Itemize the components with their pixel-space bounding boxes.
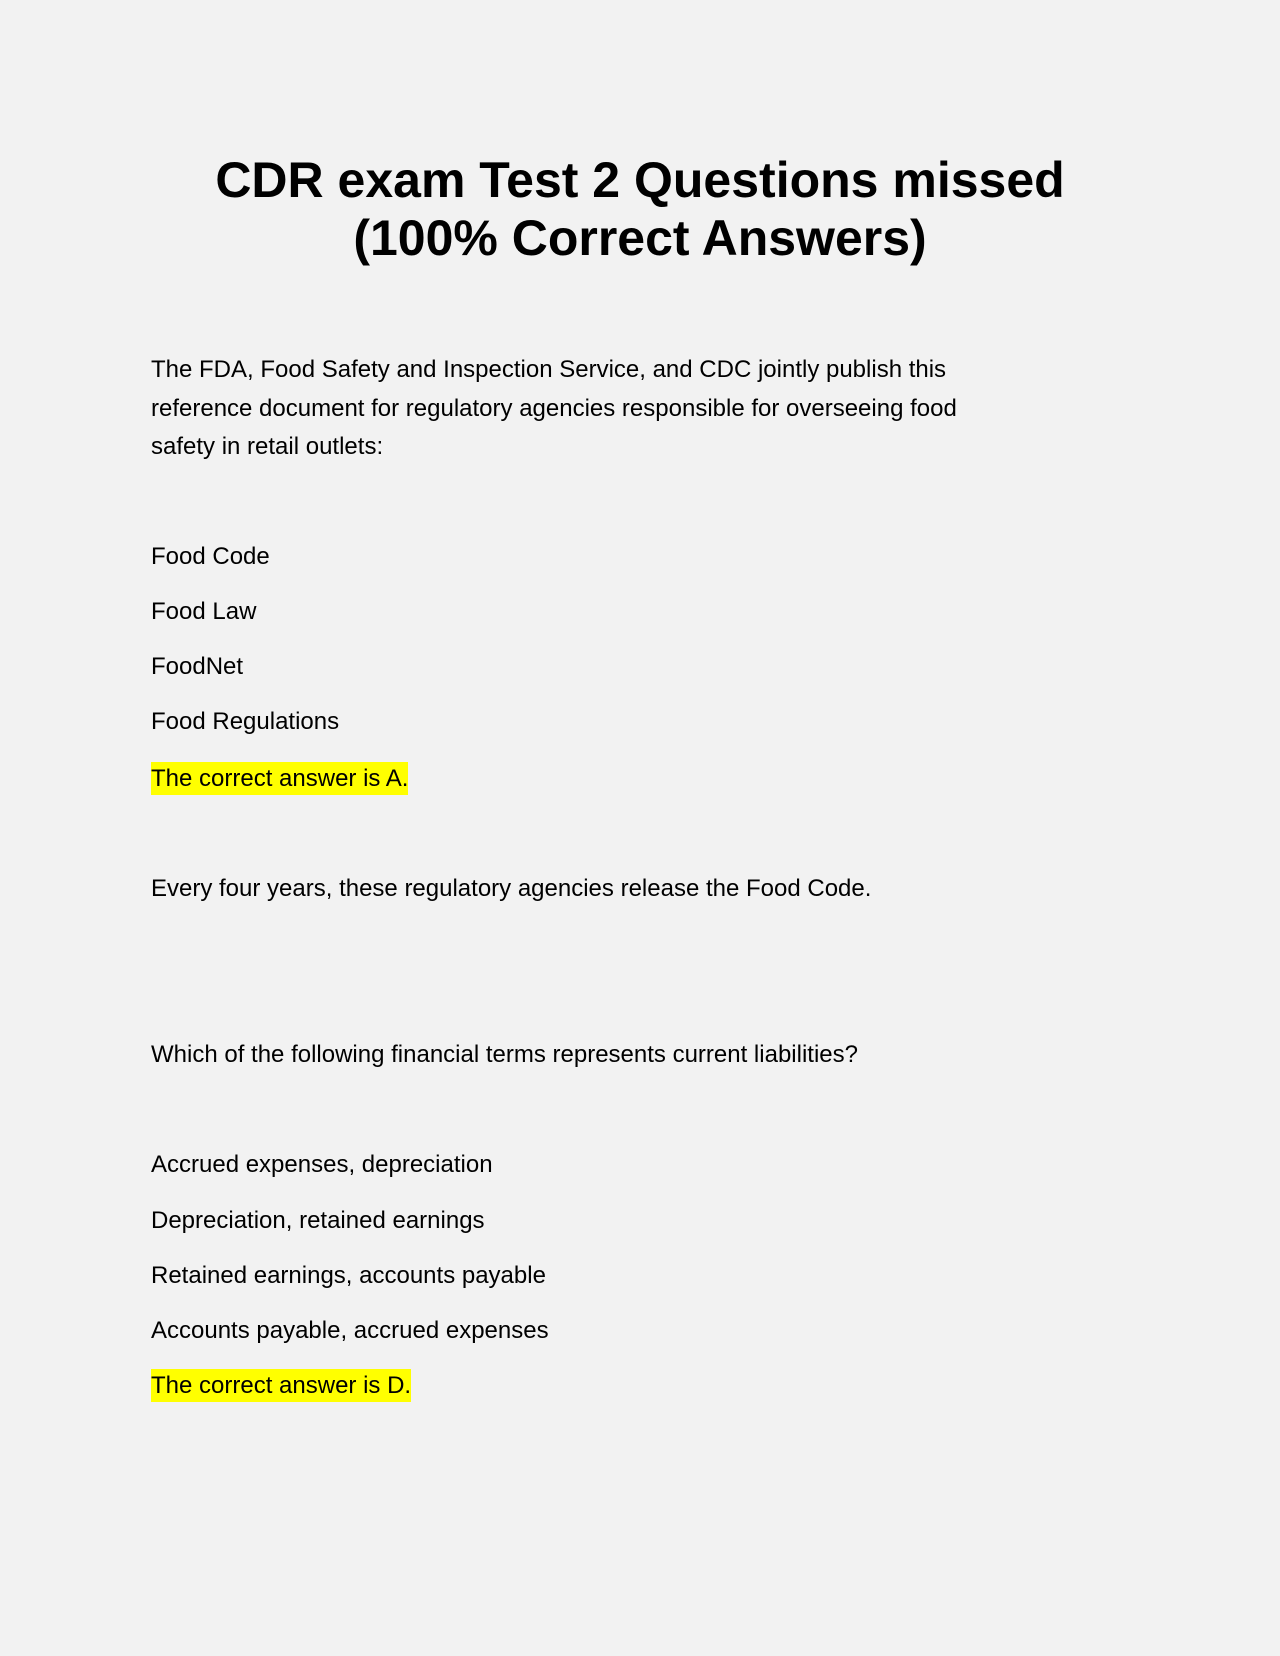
- document-title-line-2: (100% Correct Answers): [353, 210, 927, 266]
- q2-correct-answer: The correct answer is D.: [151, 1369, 411, 1402]
- question-1-line-1: The FDA, Food Safety and Inspection Service, and CDC jointly publish this: [151, 356, 947, 383]
- question-2: Which of the following financial terms represents current liabilities?: [151, 1041, 858, 1068]
- q1-option-a: Food Code: [151, 543, 270, 570]
- q1-explanation: Every four years, these regulatory agencies release the Food Code.: [151, 875, 872, 902]
- q2-option-b: Depreciation, retained earnings: [151, 1207, 485, 1234]
- q1-option-c: FoodNet: [151, 653, 244, 680]
- document-title-line-1: CDR exam Test 2 Questions missed: [215, 152, 1065, 208]
- q2-option-c: Retained earnings, accounts payable: [151, 1262, 546, 1289]
- q1-correct-answer: The correct answer is A.: [151, 762, 408, 795]
- q1-option-d: Food Regulations: [151, 708, 340, 735]
- q2-option-a: Accrued expenses, depreciation: [151, 1151, 493, 1178]
- q2-option-d: Accounts payable, accrued expenses: [151, 1317, 549, 1344]
- question-1-line-3: safety in retail outlets:: [151, 433, 384, 460]
- q1-option-b: Food Law: [151, 598, 257, 625]
- question-1-line-2: reference document for regulatory agencies responsible for overseeing food: [151, 395, 957, 422]
